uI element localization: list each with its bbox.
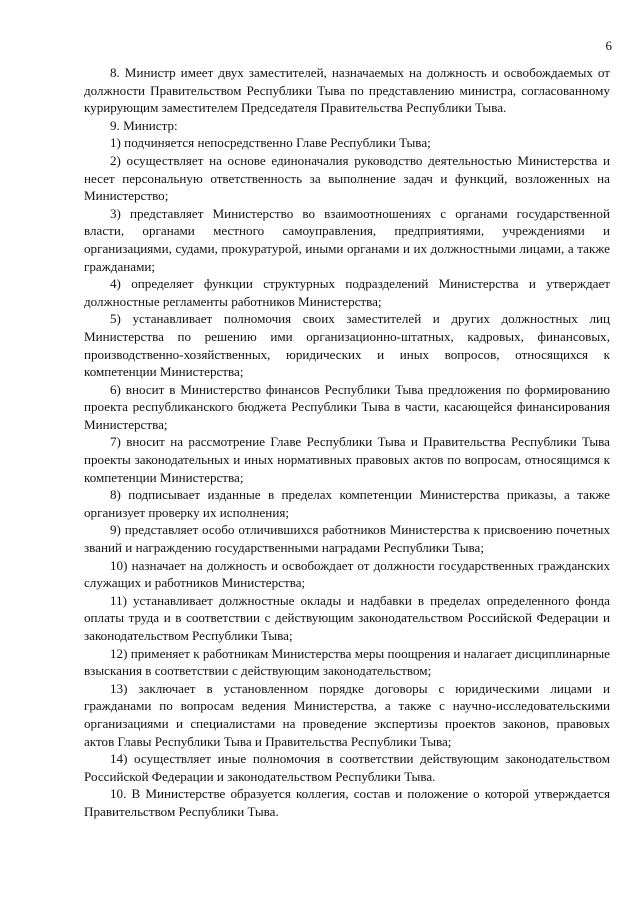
page-number: 6 [605, 38, 612, 53]
paragraph-item-10: 10. В Министерстве образуется коллегия, состав и положение о которой утверждается Правительством Республики Тыва. [84, 786, 610, 819]
list-item: 14) осуществляет иные полномочия в соответствии действующим законодательством Российской Федерации и законодательством Республики Тыва. [84, 751, 610, 784]
list-item: 5) устанавливает полномочия своих заместителей и других должностных лиц Министерства по решению ими организационно-штатных, кадровых, финансовых, производственно-хозяйственных, юридических и иных вопросов, относящихся к компетенции Министерства; [84, 311, 610, 380]
list-item: 12) применяет к работникам Министерства меры поощрения и налагает дисциплинарные взыскания в соответствии с действующим законодательством; [84, 645, 610, 679]
list-item: 1) подчиняется непосредственно Главе Республики Тыва; [110, 135, 431, 151]
paragraph-item-8: 8. Министр имеет двух заместителей, назначаемых на должность и освобождаемых от должности Правительством Республики Тыва по представлению министра, согласованному курирующим заместителем Председателя Правительства Республики Тыва. [84, 65, 610, 116]
list-item: 7) вносит на рассмотрение Главе Республики Тыва и Правительства Республики Тыва проекты законодательных и иных нормативных правовых актов по вопросам, относящимся к компетенции Министерства; [84, 434, 610, 485]
list-item: 2) осуществляет на основе единоначалия руководство деятельностью Министерства и несет персональную ответственность за выполнение задач и функций, возложенных на Министерство; [84, 152, 610, 204]
document-body [84, 64, 610, 821]
list-item: 13) заключает в установленном порядке договоры с юридическими лицами и гражданами по вопросам ведения Министерства, а также с научно-исследовательскими организациями и специалистами на проведение экспертизы проектов законов, правовых актов Главы Республики Тыва и Правительства Республики Тыва; [84, 680, 610, 749]
list-item: 4) определяет функции структурных подразделений Министерства и утверждает должностные регламенты работников Министерства; [84, 276, 610, 309]
list-item: 11) устанавливает должностные оклады и надбавки в пределах определенного фонда оплаты труда и в соответствии с действующим законодательством Российской Федерации и законодательством Республики Тыва; [84, 592, 610, 643]
list-item: 3) представляет Министерство во взаимоотношениях с органами государственной власти, органами местного самоуправления, предприятиями, учреждениями и организациями, судами, прокуратурой, иными органами и их должностными лицами, а также гражданами; [84, 205, 610, 274]
list-item: 9) представляет особо отличившихся работников Министерства к присвоению почетных званий и награждению государственными наградами Республики Тыва; [84, 522, 610, 556]
paragraph-item-9-heading: 9. Министр: [110, 117, 178, 133]
list-item: 10) назначает на должность и освобождает от должности государственных гражданских служащих и работников Министерства; [84, 557, 610, 591]
list-item: 6) вносит в Министерство финансов Республики Тыва предложения по формированию проекта республиканского бюджета Республики Тыва в части, касающейся финансирования Министерства; [84, 381, 610, 432]
list-item: 8) подписывает изданные в пределах компетенции Министерства приказы, а также организует проверку их исполнения; [84, 487, 610, 520]
